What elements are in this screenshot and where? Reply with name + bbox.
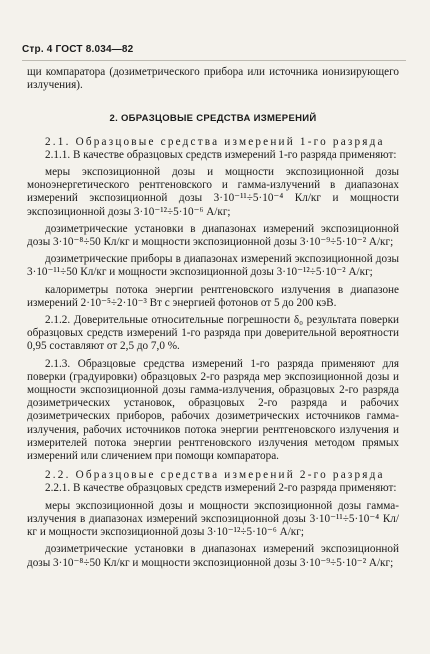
item-measures-2: меры экспозиционной дозы и мощности экспозиционной дозы гамма-излучения в диапазонах измерений экспозиционной дозы 3·10⁻¹¹÷5·10⁻⁴ Кл/кг и мощности экспозиционной дозы 3·10⁻¹²÷5·10⁻⁶ А/кг; [27,499,399,539]
clause-2-2: 2.2. Образцовые средства измерений 2-го разряда [45,469,385,482]
clause-2-1: 2.1. Образцовые средства измерений 1-го разряда [45,135,385,148]
continuation-paragraph: щи компаратора (дозиметрического прибора или источника ионизирующего излучения). [27,66,399,92]
header-rule [22,60,406,61]
item-instruments: дозиметрические приборы в диапазонах измерений экспозиционной дозы 3·10⁻¹¹÷50 Кл/кг и мощности экспозиционной дозы 3·10⁻¹²÷5·10⁻² А/кг; [27,253,399,279]
document-body [27,66,399,570]
item-installations-2: дозиметрические установки в диапазонах измерений экспозиционной дозы 3·10⁻⁸÷50 Кл/кг и мощности экспозиционной дозы 3·10⁻⁹÷5·10⁻² А/кг; [27,543,399,569]
clause-2-1-2: 2.1.2. Доверительные относительные погрешности δ₀ результата поверки образцовых средств измерений 1-го разряда при доверительной вероятности 0,95 составляют от 2,5 до 7,0 %. [27,314,399,353]
item-installations: дозиметрические установки в диапазонах измерений экспозиционной дозы 3·10⁻⁸÷50 Кл/кг и мощности экспозиционной дозы 3·10⁻⁹÷5·10⁻² А/кг; [27,222,399,249]
clause-2-2-1: 2.2.1. В качестве образцовых средств измерений 2-го разряда применяют: [45,482,397,495]
clause-2-1-3: 2.1.3. Образцовые средства измерений 1-го разряда применяют для поверки (градуировки) образцовых 2-го разряда мер экспозиционной дозы и мощности экспозиционной дозы гамма-излучения, образцовых 2-го разряда дозиметрических установок, образцовых 2-го разряда и рабочих дозиметрических приборов, рабочих дозиметрических источников гамма-излучения, рабочих источников потока энергии рентгеновского излучения и измерителей потока энергии рентгеновского излучения методом прямых измерений или сличением при помощи компаратора. [27,357,399,463]
page-header: Стр. 4 ГОСТ 8.034—82 [22,44,134,55]
section-heading: 2. ОБРАЗЦОВЫЕ СРЕДСТВА ИЗМЕРЕНИЙ [109,113,317,125]
item-calorimeters: калориметры потока энергии рентгеновского излучения в диапазоне измерений 2·10⁻⁵÷2·10⁻³ Вт с энергией фотонов от 5 до 200 кэВ. [27,283,399,309]
clause-2-1-1: 2.1.1. В качестве образцовых средств измерений 1-го разряда применяют: [45,148,397,161]
item-measures: меры экспозиционной дозы и мощности экспозиционной дозы моноэнергетического рентгеновского и гамма-излучений в диапазонах измерений экспозиционной дозы 3·10⁻¹¹÷5·10⁻⁴ Кл/кг и мощности экспозиционной дозы 3·10⁻¹²÷5·10⁻⁶ А/кг; [27,166,399,218]
